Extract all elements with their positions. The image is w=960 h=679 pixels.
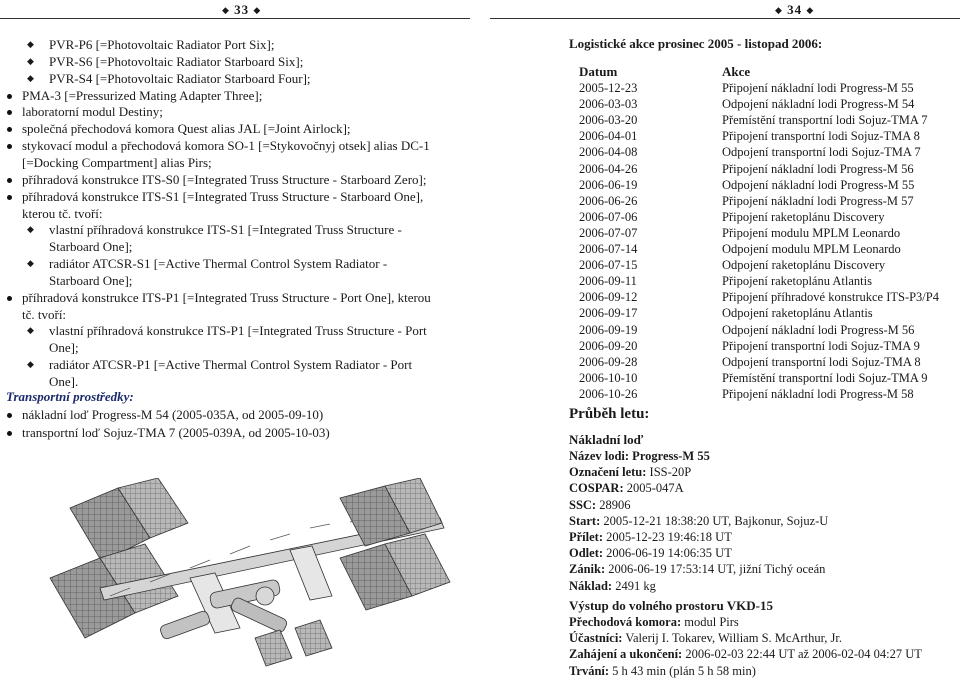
row-date: 2006-10-26	[579, 386, 638, 401]
table-row	[579, 354, 959, 370]
row-date: 2006-09-17	[579, 306, 638, 321]
row-date: 2005-12-23	[579, 81, 638, 95]
row-action: Připojení transportní lodi Sojuz-TMA 9	[722, 338, 920, 353]
transport-item: transportní loď Sojuz-TMA 7 (2005-039A, od 2005-10-03)	[22, 425, 330, 440]
detail-value: Valerij I. Tokarev, William S. McArthur, Jr.	[622, 631, 842, 646]
bullet-icon	[7, 195, 12, 200]
detail-line	[569, 480, 684, 496]
list-item: One].	[49, 374, 79, 389]
bullet-icon	[7, 431, 12, 436]
diamond-bullet-icon: ◆	[27, 55, 34, 66]
list-item: PVR-S4 [=Photovoltaic Radiator Starboard Four];	[49, 70, 311, 86]
detail-value: modul Pirs	[681, 615, 739, 629]
detail-value: 5 h 43 min (plán 5 h 58 min)	[609, 663, 756, 678]
diamond-bullet-icon: ◆	[27, 39, 34, 49]
row-action: Odpojení nákladní lodi Progress-M 55	[722, 177, 915, 192]
row-date: 2006-09-20	[579, 338, 638, 353]
bullet-icon	[7, 144, 12, 149]
detail-value: 2006-06-19 17:53:14 UT, jižní Tichý oceán	[605, 562, 826, 577]
diamond-bullet-icon: ◆	[27, 325, 34, 336]
header-rule-right	[490, 18, 960, 19]
space-station-illustration	[40, 478, 460, 673]
table-row	[579, 128, 959, 144]
detail-label: COSPAR:	[569, 481, 624, 496]
row-action: Připojení nákladní lodi Progress-M 55	[722, 81, 914, 95]
row-action: Přemístění transportní lodi Sojuz-TMA 9	[722, 370, 928, 385]
row-action: Přemístění transportní lodi Sojuz-TMA 7	[722, 113, 928, 128]
detail-value: 2005-12-21 18:38:20 UT, Bajkonur, Sojuz-U	[600, 513, 829, 528]
detail-label: Přechodová komora:	[569, 615, 682, 629]
diamond-bullet-icon: ◆	[27, 224, 34, 235]
table-row	[579, 273, 959, 289]
detail-line	[569, 448, 710, 464]
detail-line	[569, 497, 630, 513]
row-action: Odpojení transportní lodi Sojuz-TMA 7	[722, 145, 921, 160]
list-item: [=Docking Compartment] alias Pirs;	[22, 154, 212, 170]
list-item: PMA-3 [=Pressurized Mating Adapter Three];	[22, 87, 263, 103]
detail-value: 2005-047A	[623, 481, 684, 496]
detail-value: ISS-20P	[646, 465, 692, 480]
detail-label: Náklad:	[569, 578, 613, 593]
table-row	[579, 177, 959, 193]
row-action: Připojení raketoplánu Discovery	[722, 209, 885, 224]
table-row	[579, 370, 959, 386]
detail-value: 2006-02-03 22:44 UT až 2006-02-04 04:27 UT	[682, 647, 922, 662]
logistics-title: Logistické akce prosinec 2005 - listopad 2006:	[569, 36, 823, 51]
diamond-bullet-icon: ◆	[27, 359, 34, 370]
row-action: Připojení nákladní lodi Progress-M 56	[722, 161, 914, 176]
transport-item: nákladní loď Progress-M 54 (2005-035A, od 2005-09-10)	[22, 407, 324, 422]
row-action: Připojení příhradové konstrukce ITS-P3/P4	[722, 290, 939, 305]
detail-line	[569, 561, 825, 577]
detail-line	[569, 646, 922, 662]
row-date: 2006-03-03	[579, 97, 638, 112]
list-item: vlastní příhradová konstrukce ITS-S1 [=Integrated Truss Structure -	[49, 222, 402, 238]
detail-line	[569, 663, 756, 679]
detail-line	[569, 578, 656, 594]
service-module-arrays	[255, 620, 332, 666]
row-date: 2006-06-19	[579, 177, 638, 192]
list-item: PVR-S6 [=Photovoltaic Radiator Starboard Six];	[49, 53, 304, 69]
table-row	[579, 386, 959, 402]
list-item: příhradová konstrukce ITS-S0 [=Integrated Truss Structure - Starboard Zero];	[22, 171, 427, 187]
table-row	[579, 193, 959, 209]
table-row	[579, 209, 959, 225]
bullet-icon	[7, 178, 12, 183]
detail-label: Odlet:	[569, 546, 604, 561]
row-date: 2006-06-26	[579, 193, 638, 208]
row-action: Připojení nákladní lodi Progress-M 58	[722, 386, 914, 401]
list-item: tč. tvoří:	[22, 306, 67, 322]
row-action: Odpojení raketoplánu Atlantis	[722, 306, 873, 321]
table-row	[579, 338, 959, 354]
detail-value: 28906	[596, 497, 631, 512]
table-row	[579, 144, 959, 160]
column-header-date: Datum	[579, 64, 618, 79]
list-item: příhradová konstrukce ITS-P1 [=Integrated Truss Structure - Port One], kterou	[22, 289, 431, 305]
list-item: Starboard One];	[49, 272, 133, 288]
bullet-icon	[7, 94, 12, 99]
table-row	[579, 225, 959, 241]
detail-line	[569, 513, 828, 529]
flight-title: Průběh letu:	[569, 406, 650, 422]
row-action: Odpojení nákladní lodi Progress-M 56	[722, 322, 915, 337]
detail-label: Zánik:	[569, 562, 606, 577]
cargo-title: Nákladní loď	[569, 432, 644, 447]
detail-label: Start:	[569, 513, 601, 528]
detail-label: SSC:	[569, 497, 597, 512]
row-date: 2006-07-14	[579, 242, 638, 256]
eva-title: Výstup do volného prostoru VKD-15	[569, 598, 773, 613]
diamond-bullet-icon: ◆	[27, 258, 34, 269]
table-row	[579, 257, 959, 273]
table-row	[579, 96, 959, 112]
table-row	[579, 80, 959, 96]
diamond-bullet-icon: ◆	[27, 72, 34, 83]
detail-label: Označení letu:	[569, 465, 647, 480]
list-item: stykovací modul a přechodová komora SO-1 [=Stykovočnyj otsek] alias DC-1	[22, 138, 430, 154]
table-row	[579, 241, 959, 257]
detail-value: 2005-12-23 19:46:18 UT	[603, 530, 732, 544]
detail-label: Účastníci:	[569, 631, 623, 646]
table-row	[579, 305, 959, 321]
detail-line	[569, 545, 732, 561]
row-date: 2006-07-15	[579, 258, 638, 273]
row-action: Odpojení raketoplánu Discovery	[722, 258, 886, 273]
detail-label: Přílet:	[569, 530, 604, 544]
bullet-icon	[7, 110, 12, 115]
detail-line	[569, 529, 732, 545]
list-item: radiátor ATCSR-S1 [=Active Thermal Control System Radiator -	[49, 256, 388, 272]
row-action: Odpojení transportní lodi Sojuz-TMA 8	[722, 354, 921, 369]
row-action: Odpojení nákladní lodi Progress-M 54	[722, 97, 915, 112]
bullet-icon	[7, 296, 12, 301]
row-date: 2006-04-26	[579, 161, 638, 176]
row-action: Připojení modulu MPLM Leonardo	[722, 225, 901, 240]
table-row	[579, 112, 959, 128]
table-row	[579, 289, 959, 305]
detail-label: Zahájení a ukončení:	[569, 647, 683, 662]
row-date: 2006-04-08	[579, 145, 638, 160]
row-date: 2006-09-19	[579, 322, 638, 337]
table-row	[579, 161, 959, 177]
row-date: 2006-09-11	[579, 274, 637, 289]
row-date: 2006-07-07	[579, 225, 638, 240]
list-item: PVR-P6 [=Photovoltaic Radiator Port Six];	[49, 37, 275, 52]
list-item: radiátor ATCSR-P1 [=Active Thermal Control System Radiator - Port	[49, 357, 413, 373]
list-item: One];	[49, 340, 79, 356]
row-action: Připojení nákladní lodi Progress-M 57	[722, 193, 914, 208]
table-row	[579, 322, 959, 338]
list-item: kterou tč. tvoří:	[22, 205, 103, 221]
row-date: 2006-04-01	[579, 129, 638, 144]
detail-label: Název lodi: Progress-M 55	[569, 449, 710, 463]
bullet-icon	[7, 413, 12, 418]
detail-line	[569, 614, 739, 630]
row-date: 2006-10-10	[579, 370, 638, 385]
page-number-left: ◆ 33 ◆	[222, 2, 262, 17]
header-rule-left	[0, 18, 470, 19]
row-date: 2006-03-20	[579, 113, 638, 128]
list-item: Starboard One];	[49, 239, 133, 255]
list-item: vlastní příhradová konstrukce ITS-P1 [=Integrated Truss Structure - Port	[49, 323, 427, 339]
row-action: Odpojení modulu MPLM Leonardo	[722, 242, 901, 256]
row-action: Připojení transportní lodi Sojuz-TMA 8	[722, 129, 920, 144]
transport-title: Transportní prostředky:	[6, 389, 134, 404]
detail-label: Trvání:	[569, 663, 610, 678]
column-header-action: Akce	[722, 64, 751, 79]
bullet-icon	[7, 127, 12, 132]
list-item: příhradová konstrukce ITS-S1 [=Integrated Truss Structure - Starboard One],	[22, 188, 424, 204]
detail-value: 2006-06-19 14:06:35 UT	[603, 546, 732, 561]
detail-value: 2491 kg	[612, 578, 656, 593]
row-action: Připojení raketoplánu Atlantis	[722, 274, 872, 289]
row-date: 2006-07-06	[579, 209, 638, 224]
row-date: 2006-09-28	[579, 354, 638, 369]
row-date: 2006-09-12	[579, 290, 638, 305]
page-number-right: ◆ 34 ◆	[775, 2, 815, 17]
detail-line	[569, 630, 842, 646]
list-item: společná přechodová komora Quest alias JAL [=Joint Airlock];	[22, 121, 351, 137]
detail-line	[569, 464, 691, 480]
list-item: laboratorní modul Destiny;	[22, 104, 163, 120]
